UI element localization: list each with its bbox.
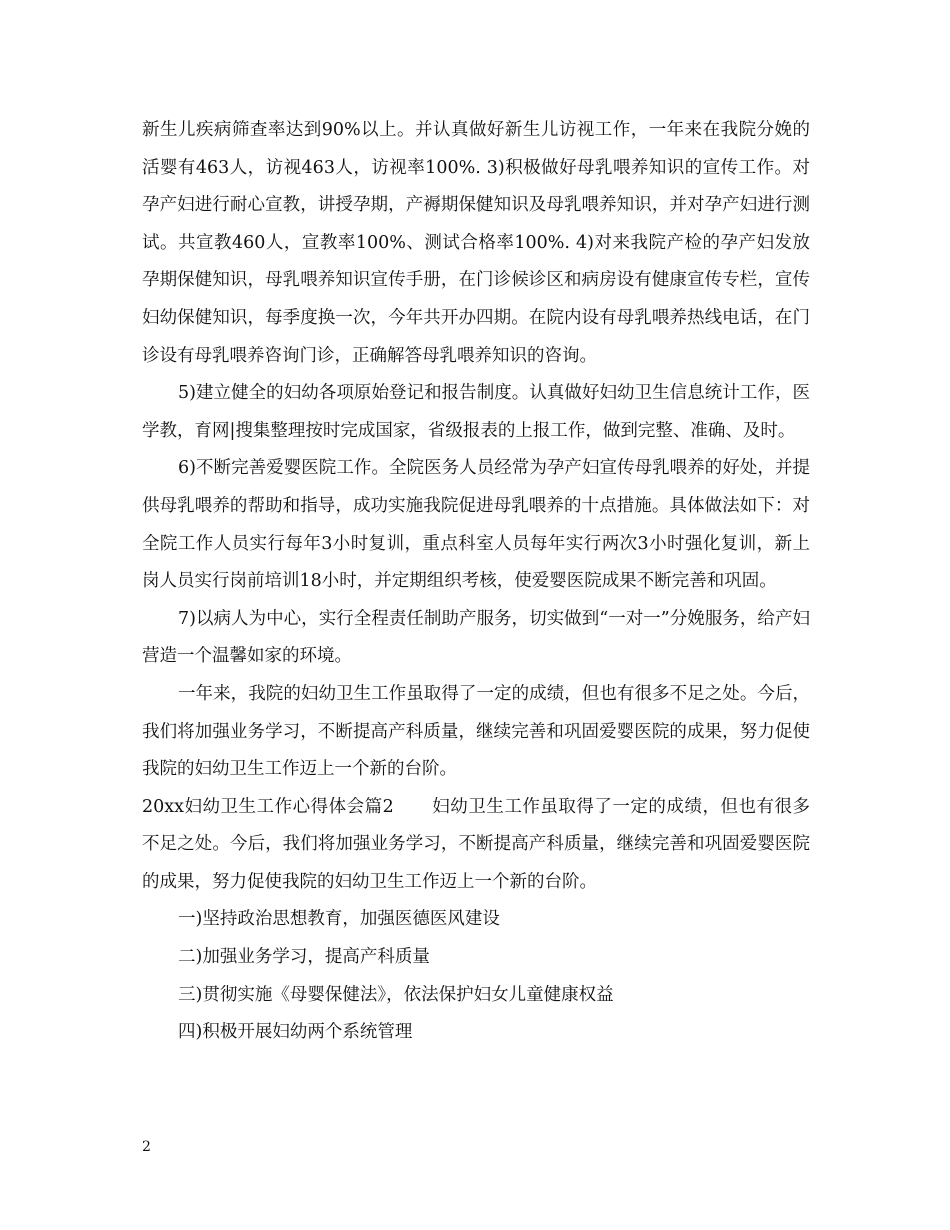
article-intro: 妇幼卫生工作虽取得了一定的成绩，但也有很多不足之处。今后，我们将加强业务学习，不断提高产科质量，继续完善和巩固爱婴医院的成果，努力促使我院的妇幼卫生工作迈上一个新的台阶。	[142, 796, 811, 892]
paragraph-registration-system: 5)建立健全的妇幼各项原始登记和报告制度。认真做好妇幼卫生信息统计工作，医学教，育网|搜集整理按时完成国家，省级报表的上报工作，做到完整、准确、及时。	[142, 383, 810, 441]
outline-item-3: 三)贯彻实施《母婴保健法》，依法保护妇女儿童健康权益	[178, 984, 614, 1005]
paragraph-baby-friendly-hospital: 6)不断完善爱婴医院工作。全院医务人员经常为孕产妇宣传母乳喂养的好处，并提供母乳喂养的帮助和指导，成功实施我院促进母乳喂养的十点措施。具体做法如下：对全院工作人员实行每年3小时复训，重点科室人员每年实行两次3小时强化复训，新上岗人员实行岗前培训18小时，并定期组织考核，使爱婴医院成果不断完善和巩固。	[142, 458, 810, 592]
document-body	[142, 112, 810, 1052]
article-heading-paragraph	[142, 789, 810, 902]
article-heading: 20xx妇幼卫生工作心得体会篇2	[142, 796, 394, 817]
page-number: 2	[142, 1139, 151, 1155]
outline-item-2: 二)加强业务学习，提高产科质量	[178, 947, 430, 968]
paragraph-summary: 一年来，我院的妇幼卫生工作虽取得了一定的成绩，但也有很多不足之处。今后，我们将加强业务学习，不断提高产科质量，继续完善和巩固爱婴医院的成果，努力促使我院的妇幼卫生工作迈上一个新的台阶。	[142, 683, 810, 780]
outline-item-4: 四)积极开展妇幼两个系统管理	[178, 1022, 413, 1043]
paragraph-newborn-screening: 新生儿疾病筛查率达到90%以上。并认真做好新生儿访视工作，一年来在我院分娩的活婴有463人，访视463人，访视率100%. 3)积极做好母乳喂养知识的宣传工作。对孕产妇进行耐心宣教，讲授孕期，产褥期保健知识及母乳喂养知识，并对孕产妇进行测试。共宣教460人，宣教率100%、测试合格率100%. 4)对来我院产检的孕产妇发放孕期保健知识，母乳喂养知识宣传手册，在门诊候诊区和病房设有健康宣传专栏，宣传妇幼保健知识，每季度换一次，今年共开办四期。在院内设有母乳喂养热线电话，在门诊设有母乳喂养咨询门诊，正确解答母乳喂养知识的咨询。	[142, 120, 810, 366]
paragraph-patient-centered: 7)以病人为中心，实行全程责任制助产服务，切实做到“一对一”分娩服务，给产妇营造一个温馨如家的环境。	[142, 608, 810, 667]
outline-item-1: 一)坚持政治思想教育，加强医德医风建设	[178, 909, 500, 930]
